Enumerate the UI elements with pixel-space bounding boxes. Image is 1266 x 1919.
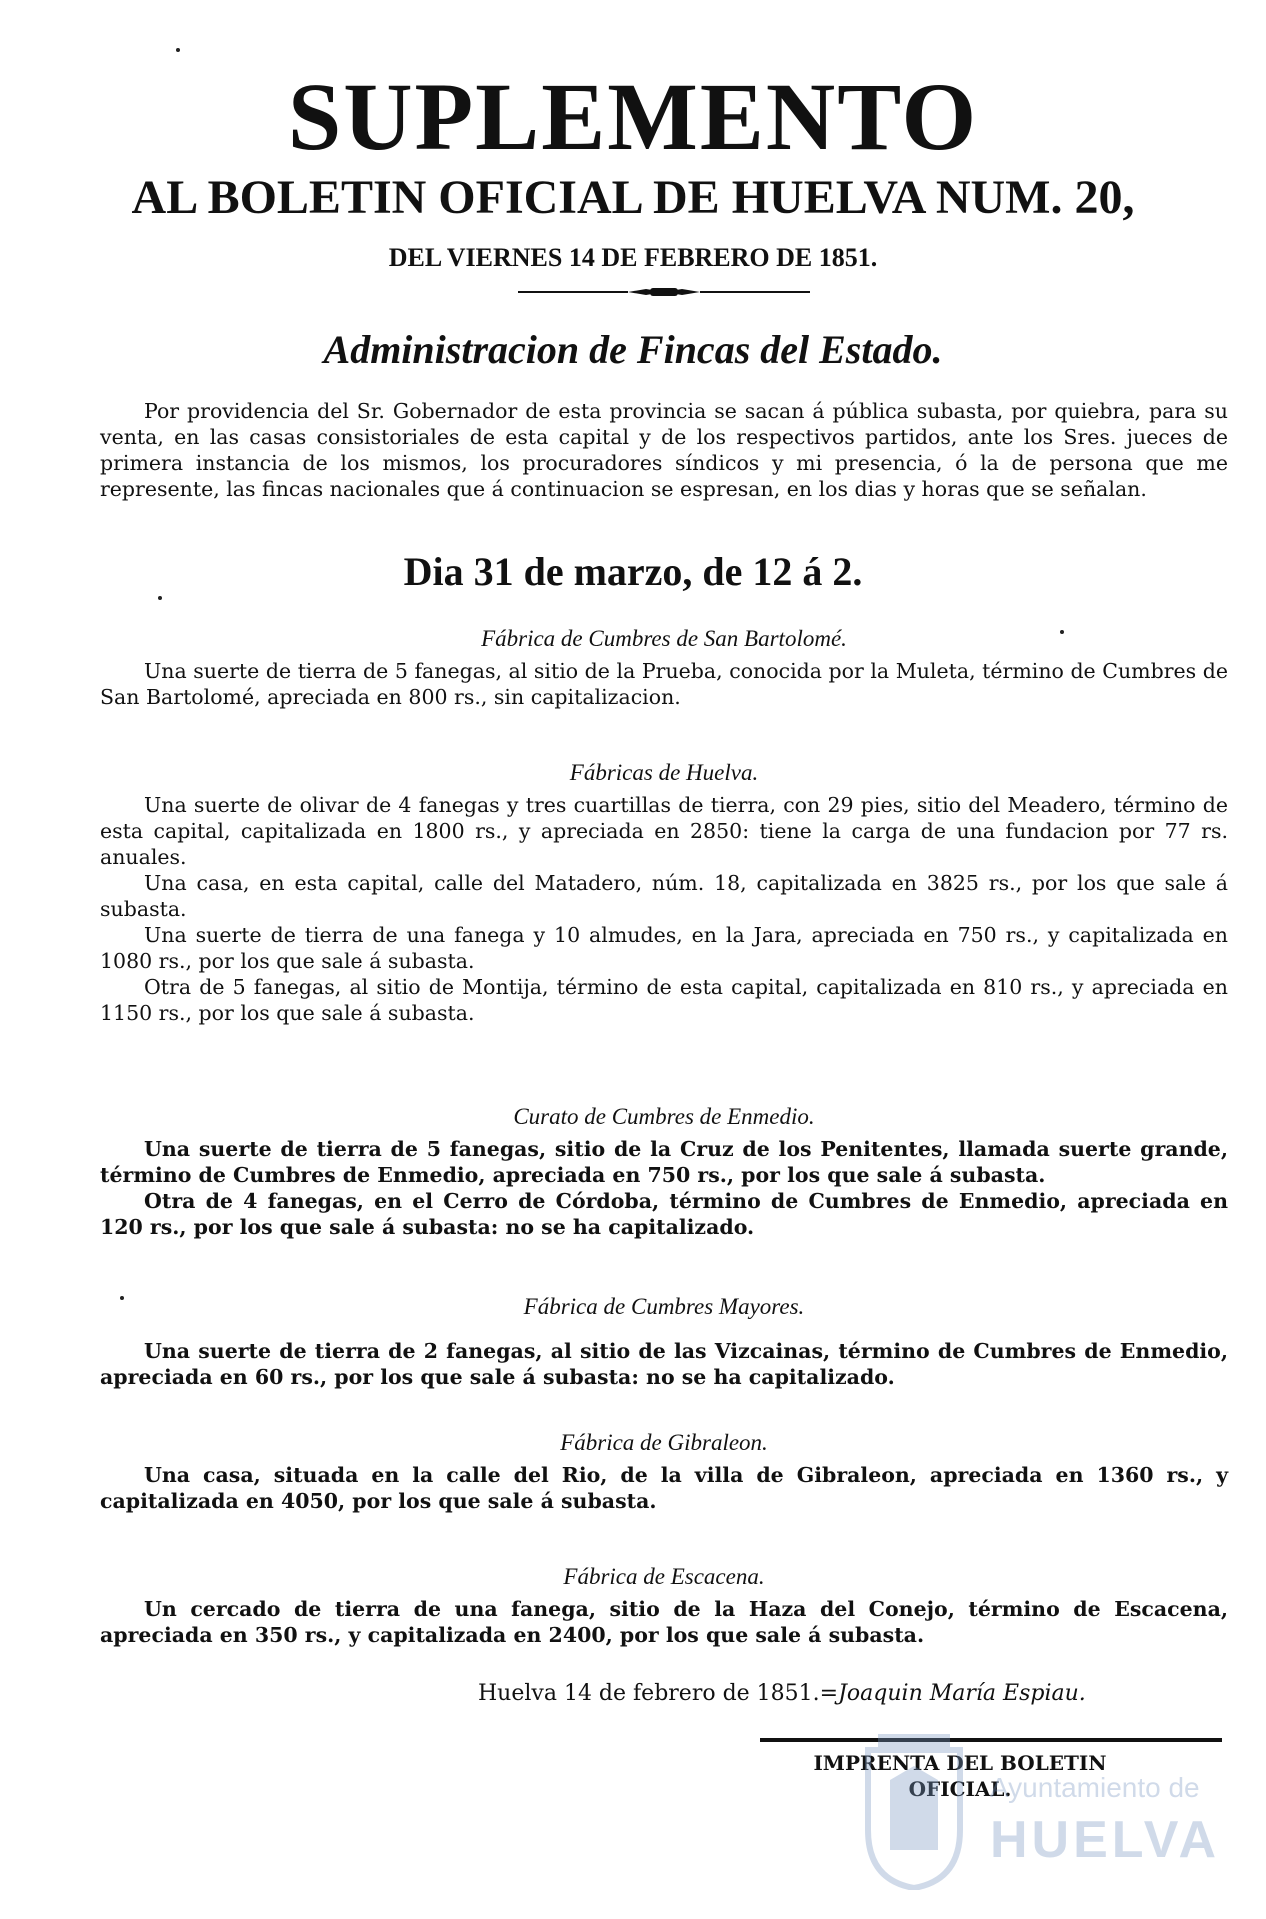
section-heading: Fábrica de Cumbres Mayores. [523,1294,805,1319]
print-speck [1060,630,1064,634]
archive-watermark [860,1720,1260,1900]
signature-name: Joaquin María Espiau. [838,1681,1086,1706]
section-heading: Fábrica de Escacena. [563,1564,765,1589]
signature-dash: = [819,1681,839,1706]
section-cumbres-san-bartolome [100,624,1228,710]
property-paragraph: Otra de 5 fanegas, al sitio de Montija, término de esta capital, capitalizada en 810 rs., y apreciada en 1150 rs., por los que sale á subasta. [100,975,1228,1025]
intro-paragraph: Por providencia del Sr. Gobernador de esta provincia se sacan á pública subasta, por quiebra, para su venta, en las casas consistoriales de esta capital y de los respectivos partidos, ante los Sres. jueces de primera instancia de los mismos, los procuradores síndicos y mi presencia, ó la de persona que me represente, las fincas nacionales que á continuacion se espresan, en los dias y horas que se señalan. [100,399,1228,501]
section-escacena [100,1562,1228,1648]
section-title: Administracion de Fincas del Estado. [323,327,943,372]
section-fabricas-huelva [100,758,1228,1026]
property-paragraph: Un cercado de tierra de una fanega, sitio de la Haza del Conejo, término de Escacena, apreciada en 350 rs., y capitalizada en 2400, por los que sale á subasta. [100,1597,1228,1647]
property-paragraph: Una suerte de tierra de 5 fanegas, sitio de la Cruz de los Penitentes, llamada suerte grande, término de Cumbres de Enmedio, apreciada en 750 rs., por los que sale á subasta. [100,1137,1228,1187]
property-paragraph: Una casa, situada en la calle del Rio, de la villa de Gibraleon, apreciada en 1360 rs., y capitalizada en 4050, por los que sale á subasta. [100,1463,1228,1513]
issue-dateline: DEL VIERNES 14 DE FEBRERO DE 1851. [388,243,878,272]
section-heading: Fábrica de Cumbres de San Bartolomé. [481,626,847,651]
section-heading: Curato de Cumbres de Enmedio. [513,1104,815,1129]
coat-of-arms-icon [860,1730,968,1890]
property-paragraph: Una casa, en esta capital, calle del Matadero, núm. 18, capitalizada en 3825 rs., por los que sale á subasta. [100,871,1228,921]
section-heading: Fábricas de Huelva. [569,760,759,785]
auction-day-heading: Dia 31 de marzo, de 12 á 2. [403,549,863,594]
section-heading: Fábrica de Gibraleon. [560,1430,768,1455]
signature-place-date: Huelva 14 de febrero de 1851. [478,1681,820,1706]
watermark-line2: HUELVA [990,1811,1221,1869]
property-paragraph: Una suerte de tierra de 5 fanegas, al sitio de la Prueba, conocida por la Muleta, término de Cumbres de San Bartolomé, apreciada en 800 rs., sin capitalizacion. [100,659,1228,709]
print-speck [120,1296,124,1300]
bulletin-subtitle: AL BOLETIN OFICIAL DE HUELVA NUM. 20, [131,171,1135,224]
page-title: SUPLEMENTO [287,63,979,170]
section-cumbres-mayores [100,1292,1228,1390]
print-speck [158,596,162,600]
ornament-divider-icon [518,286,810,298]
section-gibraleon [100,1428,1228,1514]
watermark-line1: Ayuntamiento de [990,1772,1200,1803]
property-paragraph: Una suerte de tierra de una fanega y 10 almudes, en la Jara, apreciada en 750 rs., y capitalizada en 1080 rs., por los que sale á subasta. [100,923,1228,973]
property-paragraph: Una suerte de olivar de 4 fanegas y tres cuartillas de tierra, con 29 pies, sitio del Meadero, término de esta capital, capitalizada en 1800 rs., y apreciada en 2850: tiene la carga de una fundacion por 77 rs. anuales. [100,793,1228,869]
property-paragraph: Otra de 4 fanegas, en el Cerro de Córdoba, término de Cumbres de Enmedio, apreciada en 120 rs., por los que sale á subasta: no se ha capitalizado. [100,1189,1228,1239]
section-curato-cumbres-enmedio [100,1102,1228,1240]
signature-line [478,1680,1086,1708]
property-paragraph: Una suerte de tierra de 2 fanegas, al sitio de las Vizcainas, término de Cumbres de Enmedio, apreciada en 60 rs., por los que sale á subasta: no se ha capitalizado. [100,1339,1228,1389]
print-speck [176,48,180,52]
printer-imprint: IMPRENTA DEL BOLETIN OFICIAL. [813,1751,1107,1801]
